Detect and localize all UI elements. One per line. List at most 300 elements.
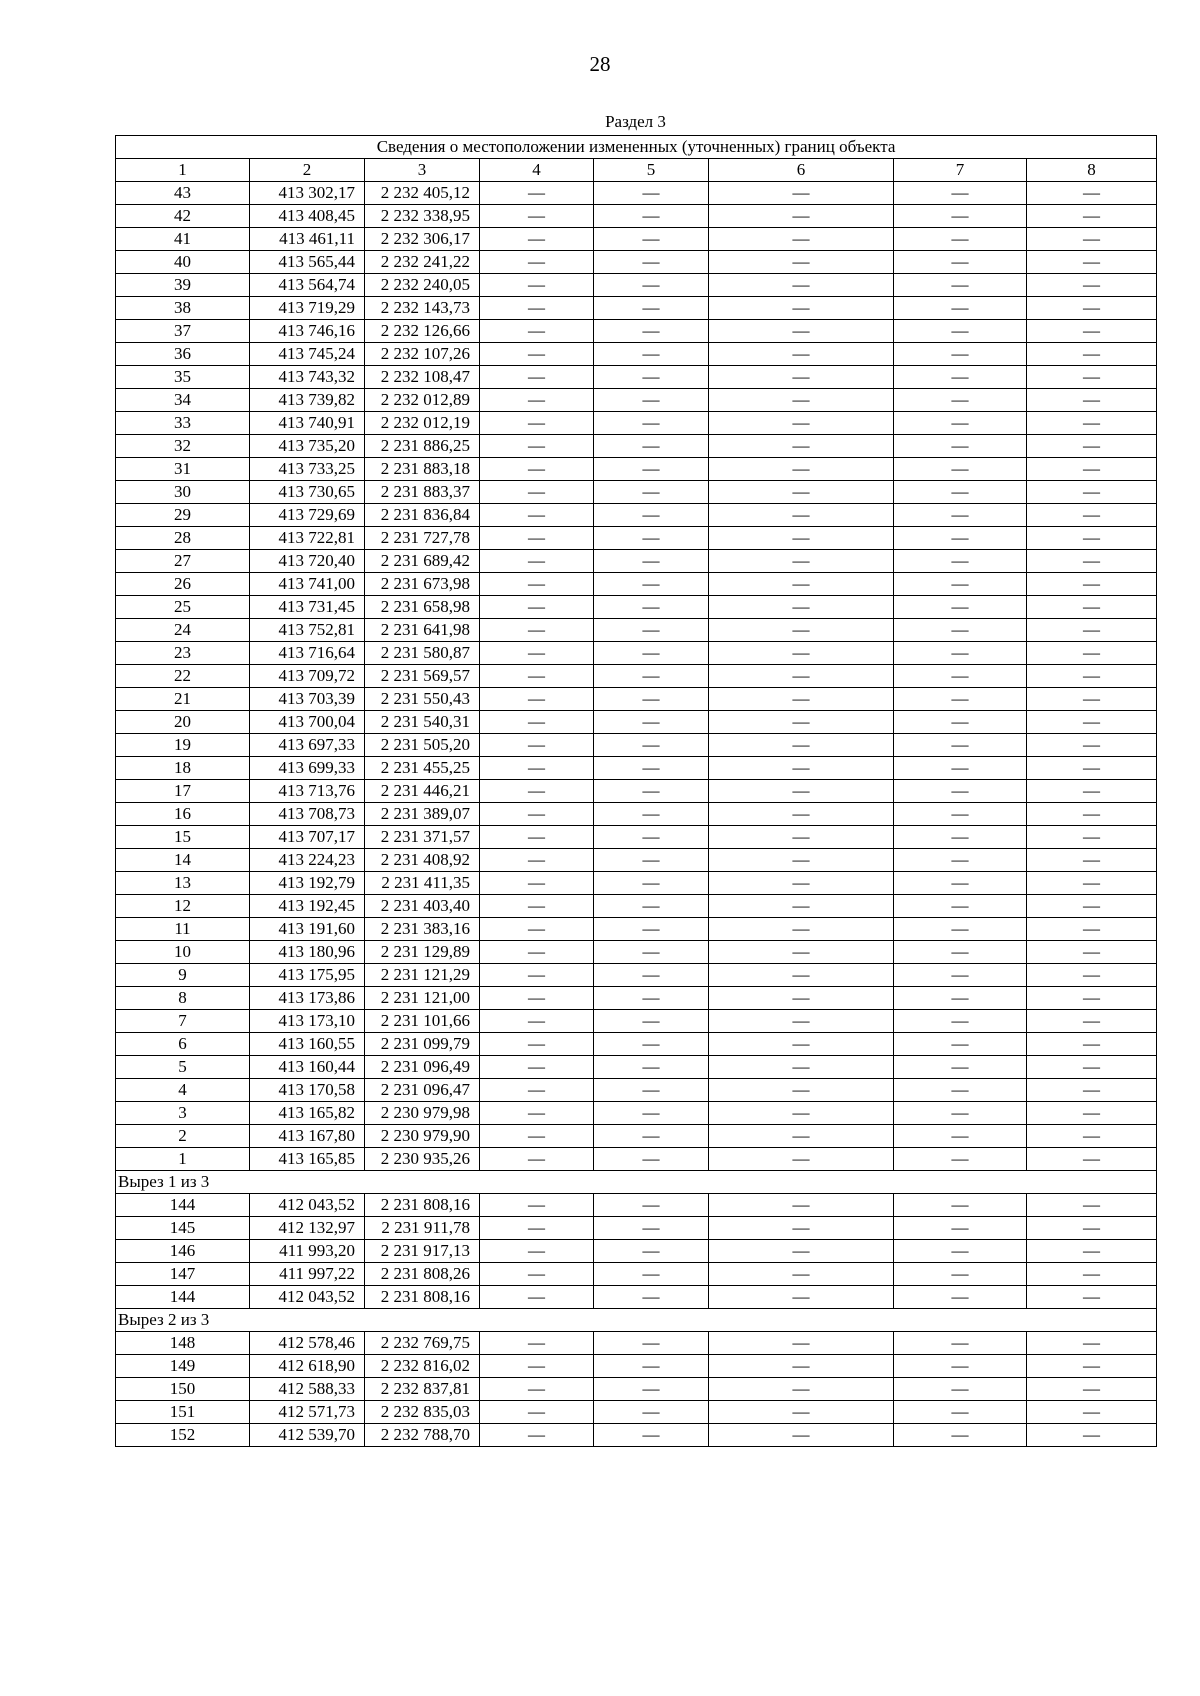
table-row <box>116 711 1157 734</box>
x-coordinate-cell: 413 175,95 <box>250 964 365 987</box>
dash-cell: — <box>894 481 1027 504</box>
y-coordinate-cell: 2 231 808,16 <box>365 1286 480 1309</box>
y-coordinate-cell: 2 231 569,57 <box>365 665 480 688</box>
dash-cell: — <box>1027 1148 1157 1171</box>
x-coordinate-cell: 413 739,82 <box>250 389 365 412</box>
dash-cell: — <box>1027 918 1157 941</box>
y-coordinate-cell: 2 231 658,98 <box>365 596 480 619</box>
x-coordinate-cell: 412 578,46 <box>250 1332 365 1355</box>
x-coordinate-cell: 413 165,85 <box>250 1148 365 1171</box>
dash-cell: — <box>894 1401 1027 1424</box>
dash-cell: — <box>1027 872 1157 895</box>
point-number-cell: 34 <box>116 389 250 412</box>
table-row <box>116 757 1157 780</box>
x-coordinate-cell: 413 752,81 <box>250 619 365 642</box>
x-coordinate-cell: 413 180,96 <box>250 941 365 964</box>
dash-cell: — <box>894 1378 1027 1401</box>
x-coordinate-cell: 413 173,86 <box>250 987 365 1010</box>
dash-cell: — <box>894 665 1027 688</box>
dash-cell: — <box>480 389 594 412</box>
dash-cell: — <box>709 1286 894 1309</box>
dash-cell: — <box>1027 987 1157 1010</box>
table-row <box>116 803 1157 826</box>
y-coordinate-cell: 2 231 911,78 <box>365 1217 480 1240</box>
dash-cell: — <box>1027 849 1157 872</box>
dash-cell: — <box>1027 458 1157 481</box>
dash-cell: — <box>894 619 1027 642</box>
page-number: 28 <box>589 52 611 76</box>
table-row <box>116 504 1157 527</box>
point-number-cell: 4 <box>116 1079 250 1102</box>
table-row <box>116 895 1157 918</box>
y-coordinate-cell: 2 232 143,73 <box>365 297 480 320</box>
dash-cell: — <box>480 849 594 872</box>
dash-cell: — <box>594 1010 709 1033</box>
x-coordinate-cell: 413 735,20 <box>250 435 365 458</box>
dash-cell: — <box>480 320 594 343</box>
table-row <box>116 1332 1157 1355</box>
dash-cell: — <box>480 1401 594 1424</box>
dash-cell: — <box>480 987 594 1010</box>
dash-cell: — <box>480 1010 594 1033</box>
dash-cell: — <box>1027 1102 1157 1125</box>
dash-cell: — <box>709 458 894 481</box>
x-coordinate-cell: 413 461,11 <box>250 228 365 251</box>
dash-cell: — <box>480 1286 594 1309</box>
dash-cell: — <box>1027 1378 1157 1401</box>
dash-cell: — <box>709 1102 894 1125</box>
dash-cell: — <box>594 780 709 803</box>
dash-cell: — <box>594 228 709 251</box>
table-row <box>116 665 1157 688</box>
dash-cell: — <box>594 504 709 527</box>
dash-cell: — <box>594 1217 709 1240</box>
dash-cell: — <box>480 757 594 780</box>
y-coordinate-cell: 2 231 411,35 <box>365 872 480 895</box>
dash-cell: — <box>709 1332 894 1355</box>
y-coordinate-cell: 2 232 126,66 <box>365 320 480 343</box>
x-coordinate-cell: 413 565,44 <box>250 251 365 274</box>
column-header: 1 <box>116 159 250 182</box>
table-body <box>116 136 1157 1447</box>
dash-cell: — <box>1027 504 1157 527</box>
x-coordinate-cell: 412 043,52 <box>250 1286 365 1309</box>
table-row <box>116 458 1157 481</box>
dash-cell: — <box>894 826 1027 849</box>
x-coordinate-cell: 413 564,74 <box>250 274 365 297</box>
dash-cell: — <box>594 366 709 389</box>
group-label: Вырез 1 из 3 <box>116 1171 1157 1194</box>
dash-cell: — <box>709 596 894 619</box>
x-coordinate-cell: 413 170,58 <box>250 1079 365 1102</box>
dash-cell: — <box>894 596 1027 619</box>
dash-cell: — <box>594 1332 709 1355</box>
point-number-cell: 151 <box>116 1401 250 1424</box>
dash-cell: — <box>709 1033 894 1056</box>
x-coordinate-cell: 413 224,23 <box>250 849 365 872</box>
dash-cell: — <box>594 1194 709 1217</box>
table-row <box>116 1286 1157 1309</box>
dash-cell: — <box>894 412 1027 435</box>
point-number-cell: 22 <box>116 665 250 688</box>
dash-cell: — <box>594 251 709 274</box>
point-number-cell: 7 <box>116 1010 250 1033</box>
dash-cell: — <box>480 619 594 642</box>
y-coordinate-cell: 2 231 455,25 <box>365 757 480 780</box>
dash-cell: — <box>1027 1401 1157 1424</box>
x-coordinate-cell: 413 731,45 <box>250 596 365 619</box>
dash-cell: — <box>709 849 894 872</box>
dash-cell: — <box>894 1148 1027 1171</box>
y-coordinate-cell: 2 231 403,40 <box>365 895 480 918</box>
dash-cell: — <box>1027 1240 1157 1263</box>
dash-cell: — <box>894 1355 1027 1378</box>
dash-cell: — <box>1027 895 1157 918</box>
dash-cell: — <box>1027 1125 1157 1148</box>
x-coordinate-cell: 413 722,81 <box>250 527 365 550</box>
dash-cell: — <box>480 1378 594 1401</box>
dash-cell: — <box>894 688 1027 711</box>
dash-cell: — <box>594 688 709 711</box>
table-row <box>116 826 1157 849</box>
dash-cell: — <box>1027 780 1157 803</box>
table-row <box>116 412 1157 435</box>
dash-cell: — <box>1027 274 1157 297</box>
group-label: Вырез 2 из 3 <box>116 1309 1157 1332</box>
dash-cell: — <box>1027 665 1157 688</box>
x-coordinate-cell: 413 740,91 <box>250 412 365 435</box>
dash-cell: — <box>594 435 709 458</box>
dash-cell: — <box>894 573 1027 596</box>
dash-cell: — <box>1027 527 1157 550</box>
x-coordinate-cell: 413 160,44 <box>250 1056 365 1079</box>
dash-cell: — <box>709 297 894 320</box>
dash-cell: — <box>709 803 894 826</box>
dash-cell: — <box>480 596 594 619</box>
dash-cell: — <box>1027 1010 1157 1033</box>
x-coordinate-cell: 413 191,60 <box>250 918 365 941</box>
point-number-cell: 31 <box>116 458 250 481</box>
dash-cell: — <box>709 343 894 366</box>
point-number-cell: 25 <box>116 596 250 619</box>
dash-cell: — <box>709 182 894 205</box>
dash-cell: — <box>709 435 894 458</box>
dash-cell: — <box>594 1148 709 1171</box>
dash-cell: — <box>480 1240 594 1263</box>
point-number-cell: 26 <box>116 573 250 596</box>
dash-cell: — <box>594 1378 709 1401</box>
x-coordinate-cell: 413 709,72 <box>250 665 365 688</box>
boundary-coordinates-table <box>115 135 1157 1447</box>
dash-cell: — <box>894 389 1027 412</box>
point-number-cell: 30 <box>116 481 250 504</box>
dash-cell: — <box>894 803 1027 826</box>
table-row <box>116 1010 1157 1033</box>
dash-cell: — <box>594 550 709 573</box>
dash-cell: — <box>480 1079 594 1102</box>
point-number-cell: 16 <box>116 803 250 826</box>
dash-cell: — <box>480 665 594 688</box>
dash-cell: — <box>594 757 709 780</box>
point-number-cell: 2 <box>116 1125 250 1148</box>
table-row <box>116 780 1157 803</box>
point-number-cell: 36 <box>116 343 250 366</box>
dash-cell: — <box>894 1194 1027 1217</box>
dash-cell: — <box>709 274 894 297</box>
y-coordinate-cell: 2 232 405,12 <box>365 182 480 205</box>
x-coordinate-cell: 413 192,45 <box>250 895 365 918</box>
y-coordinate-cell: 2 232 012,19 <box>365 412 480 435</box>
table-row <box>116 1079 1157 1102</box>
dash-cell: — <box>1027 550 1157 573</box>
y-coordinate-cell: 2 231 808,16 <box>365 1194 480 1217</box>
dash-cell: — <box>480 550 594 573</box>
dash-cell: — <box>480 274 594 297</box>
dash-cell: — <box>894 1263 1027 1286</box>
y-coordinate-cell: 2 231 641,98 <box>365 619 480 642</box>
dash-cell: — <box>894 987 1027 1010</box>
table-caption: Сведения о местоположении измененных (уточненных) границ объекта <box>116 136 1157 159</box>
dash-cell: — <box>594 987 709 1010</box>
dash-cell: — <box>1027 1263 1157 1286</box>
x-coordinate-cell: 413 733,25 <box>250 458 365 481</box>
x-coordinate-cell: 412 539,70 <box>250 1424 365 1447</box>
y-coordinate-cell: 2 231 121,29 <box>365 964 480 987</box>
dash-cell: — <box>594 1424 709 1447</box>
point-number-cell: 23 <box>116 642 250 665</box>
dash-cell: — <box>594 734 709 757</box>
dash-cell: — <box>894 849 1027 872</box>
dash-cell: — <box>894 366 1027 389</box>
point-number-cell: 21 <box>116 688 250 711</box>
column-header: 5 <box>594 159 709 182</box>
dash-cell: — <box>709 205 894 228</box>
point-number-cell: 40 <box>116 251 250 274</box>
x-coordinate-cell: 413 713,76 <box>250 780 365 803</box>
column-header: 2 <box>250 159 365 182</box>
dash-cell: — <box>709 527 894 550</box>
dash-cell: — <box>480 918 594 941</box>
dash-cell: — <box>894 1056 1027 1079</box>
dash-cell: — <box>480 642 594 665</box>
point-number-cell: 42 <box>116 205 250 228</box>
point-number-cell: 28 <box>116 527 250 550</box>
point-number-cell: 18 <box>116 757 250 780</box>
column-header: 6 <box>709 159 894 182</box>
x-coordinate-cell: 413 160,55 <box>250 1033 365 1056</box>
dash-cell: — <box>480 1194 594 1217</box>
dash-cell: — <box>709 1010 894 1033</box>
dash-cell: — <box>709 481 894 504</box>
dash-cell: — <box>709 1240 894 1263</box>
dash-cell: — <box>894 1240 1027 1263</box>
column-header: 8 <box>1027 159 1157 182</box>
point-number-cell: 12 <box>116 895 250 918</box>
dash-cell: — <box>594 642 709 665</box>
dash-cell: — <box>1027 711 1157 734</box>
point-number-cell: 15 <box>116 826 250 849</box>
x-coordinate-cell: 413 741,00 <box>250 573 365 596</box>
dash-cell: — <box>894 711 1027 734</box>
dash-cell: — <box>894 1424 1027 1447</box>
dash-cell: — <box>594 1033 709 1056</box>
y-coordinate-cell: 2 231 673,98 <box>365 573 480 596</box>
dash-cell: — <box>594 1056 709 1079</box>
x-coordinate-cell: 413 167,80 <box>250 1125 365 1148</box>
dash-cell: — <box>594 412 709 435</box>
group-label-row <box>116 1171 1157 1194</box>
table-row <box>116 366 1157 389</box>
dash-cell: — <box>1027 182 1157 205</box>
dash-cell: — <box>480 872 594 895</box>
y-coordinate-cell: 2 231 689,42 <box>365 550 480 573</box>
x-coordinate-cell: 413 165,82 <box>250 1102 365 1125</box>
table-row <box>116 1240 1157 1263</box>
point-number-cell: 41 <box>116 228 250 251</box>
point-number-cell: 19 <box>116 734 250 757</box>
y-coordinate-cell: 2 231 389,07 <box>365 803 480 826</box>
dash-cell: — <box>480 297 594 320</box>
dash-cell: — <box>1027 1332 1157 1355</box>
dash-cell: — <box>594 458 709 481</box>
x-coordinate-cell: 413 719,29 <box>250 297 365 320</box>
y-coordinate-cell: 2 232 107,26 <box>365 343 480 366</box>
point-number-cell: 150 <box>116 1378 250 1401</box>
y-coordinate-cell: 2 231 408,92 <box>365 849 480 872</box>
dash-cell: — <box>1027 1056 1157 1079</box>
dash-cell: — <box>894 435 1027 458</box>
y-coordinate-cell: 2 231 101,66 <box>365 1010 480 1033</box>
point-number-cell: 9 <box>116 964 250 987</box>
dash-cell: — <box>594 619 709 642</box>
dash-cell: — <box>894 550 1027 573</box>
dash-cell: — <box>894 872 1027 895</box>
dash-cell: — <box>594 941 709 964</box>
y-coordinate-cell: 2 231 383,16 <box>365 918 480 941</box>
x-coordinate-cell: 413 716,64 <box>250 642 365 665</box>
dash-cell: — <box>594 964 709 987</box>
dash-cell: — <box>480 182 594 205</box>
dash-cell: — <box>480 688 594 711</box>
dash-cell: — <box>894 1332 1027 1355</box>
dash-cell: — <box>594 711 709 734</box>
dash-cell: — <box>480 343 594 366</box>
y-coordinate-cell: 2 232 240,05 <box>365 274 480 297</box>
dash-cell: — <box>1027 1217 1157 1240</box>
dash-cell: — <box>709 688 894 711</box>
table-row <box>116 642 1157 665</box>
dash-cell: — <box>1027 1355 1157 1378</box>
x-coordinate-cell: 413 743,32 <box>250 366 365 389</box>
y-coordinate-cell: 2 232 241,22 <box>365 251 480 274</box>
x-coordinate-cell: 413 700,04 <box>250 711 365 734</box>
dash-cell: — <box>480 711 594 734</box>
dash-cell: — <box>480 780 594 803</box>
dash-cell: — <box>709 1263 894 1286</box>
dash-cell: — <box>894 1033 1027 1056</box>
point-number-cell: 38 <box>116 297 250 320</box>
point-number-cell: 144 <box>116 1286 250 1309</box>
table-row <box>116 734 1157 757</box>
table-row <box>116 573 1157 596</box>
dash-cell: — <box>480 826 594 849</box>
point-number-cell: 152 <box>116 1424 250 1447</box>
point-number-cell: 1 <box>116 1148 250 1171</box>
dash-cell: — <box>894 1286 1027 1309</box>
dash-cell: — <box>709 987 894 1010</box>
table-row <box>116 182 1157 205</box>
dash-cell: — <box>594 1102 709 1125</box>
dash-cell: — <box>480 205 594 228</box>
x-coordinate-cell: 412 618,90 <box>250 1355 365 1378</box>
point-number-cell: 17 <box>116 780 250 803</box>
dash-cell: — <box>709 504 894 527</box>
dash-cell: — <box>594 895 709 918</box>
x-coordinate-cell: 413 745,24 <box>250 343 365 366</box>
table-row <box>116 987 1157 1010</box>
dash-cell: — <box>1027 642 1157 665</box>
dash-cell: — <box>594 596 709 619</box>
dash-cell: — <box>894 228 1027 251</box>
y-coordinate-cell: 2 232 788,70 <box>365 1424 480 1447</box>
x-coordinate-cell: 412 132,97 <box>250 1217 365 1240</box>
dash-cell: — <box>594 1286 709 1309</box>
dash-cell: — <box>480 527 594 550</box>
table-row <box>116 688 1157 711</box>
y-coordinate-cell: 2 232 769,75 <box>365 1332 480 1355</box>
dash-cell: — <box>709 757 894 780</box>
y-coordinate-cell: 2 232 012,89 <box>365 389 480 412</box>
dash-cell: — <box>709 780 894 803</box>
column-header: 4 <box>480 159 594 182</box>
table-row <box>116 228 1157 251</box>
dash-cell: — <box>709 1148 894 1171</box>
dash-cell: — <box>480 964 594 987</box>
dash-cell: — <box>480 1263 594 1286</box>
dash-cell: — <box>594 481 709 504</box>
dash-cell: — <box>594 274 709 297</box>
dash-cell: — <box>1027 1079 1157 1102</box>
y-coordinate-cell: 2 230 979,98 <box>365 1102 480 1125</box>
dash-cell: — <box>480 573 594 596</box>
dash-cell: — <box>480 251 594 274</box>
dash-cell: — <box>480 1217 594 1240</box>
dash-cell: — <box>894 458 1027 481</box>
dash-cell: — <box>1027 389 1157 412</box>
dash-cell: — <box>709 642 894 665</box>
y-coordinate-cell: 2 231 096,47 <box>365 1079 480 1102</box>
dash-cell: — <box>709 964 894 987</box>
y-coordinate-cell: 2 231 121,00 <box>365 987 480 1010</box>
dash-cell: — <box>480 366 594 389</box>
dash-cell: — <box>480 1332 594 1355</box>
dash-cell: — <box>594 1125 709 1148</box>
dash-cell: — <box>594 1079 709 1102</box>
dash-cell: — <box>1027 619 1157 642</box>
point-number-cell: 6 <box>116 1033 250 1056</box>
y-coordinate-cell: 2 231 836,84 <box>365 504 480 527</box>
table-row <box>116 596 1157 619</box>
dash-cell: — <box>1027 481 1157 504</box>
point-number-cell: 145 <box>116 1217 250 1240</box>
dash-cell: — <box>594 1263 709 1286</box>
dash-cell: — <box>894 642 1027 665</box>
dash-cell: — <box>1027 688 1157 711</box>
dash-cell: — <box>1027 757 1157 780</box>
dash-cell: — <box>894 251 1027 274</box>
dash-cell: — <box>709 1401 894 1424</box>
dash-cell: — <box>594 205 709 228</box>
